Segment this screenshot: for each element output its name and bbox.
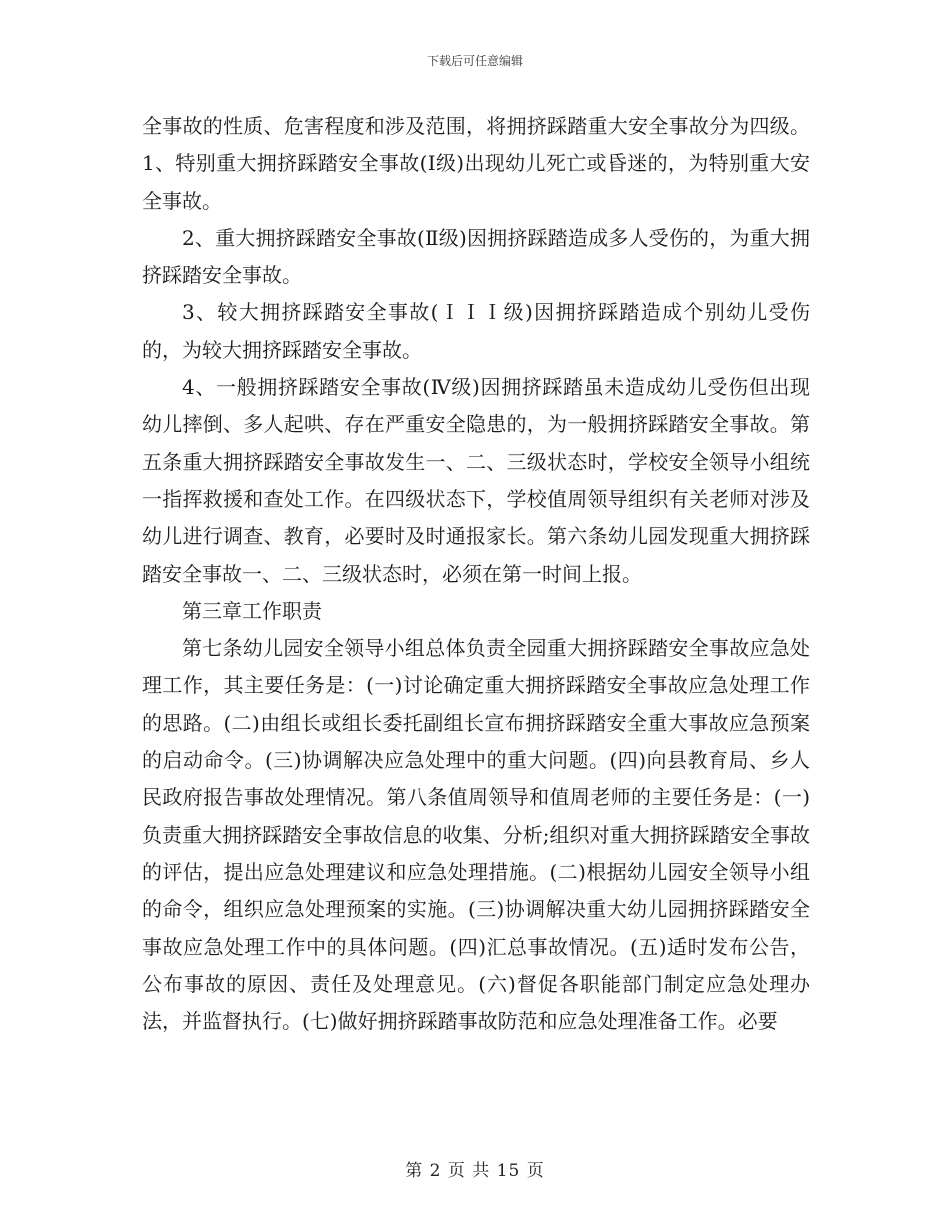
chapter-heading: 第三章工作职责 (182, 598, 322, 623)
paragraph-6: 第七条幼儿园安全领导小组总体负责全园重大拥挤踩踏安全事故应急处理工作，其主要任务是：(一)讨论确定重大拥挤踩踏安全事故应急处理工作的思路。(二)由组长或组长委托副组长宣布拥挤踩踏安全重大事故应急预案的启动命令。(三)协调解决应急处理中的重大问题。(四)向县教育局、乡人民政府报告事故处理情况。第八条值周领导和值周老师的主要任务是：(一)负责重大拥挤踩踏安全事故信息的收集、分析;组织对重大拥挤踩踏安全事故的评估，提出应急处理建议和应急处理措施。(二)根据幼儿园安全领导小组的命令，组织应急处理预案的实施。(三)协调解决重大幼儿园拥挤踩踏安全事故应急处理工作中的具体问题。(四)汇总事故情况。(五)适时发布公告，公布事故的原因、责任及处理意见。(六)督促各职能部门制定应急处理办法，并监督执行。(七)做好拥挤踩踏事故防范和应急处理准备工作。必要 (142, 636, 810, 1034)
page-header: 下载后可任意编辑 (426, 54, 523, 68)
page-footer: 第 2 页 共 15 页 (405, 1161, 545, 1181)
paragraph-2: 2、重大拥挤踩踏安全事故(Ⅱ级)因拥挤踩踏造成多人受伤的，为重大拥挤踩踏安全事故。 (142, 225, 810, 288)
paragraph-1: 全事故的性质、危害程度和涉及范围，将拥挤踩踏重大安全事故分为四级。1、特别重大拥挤踩踏安全事故(Ⅰ级)出现幼儿死亡或昏迷的，为特别重大安全事故。 (142, 114, 810, 213)
document-body (142, 108, 810, 1040)
paragraph-4: 4、一般拥挤踩踏安全事故(Ⅳ级)因拥挤踩踏虽未造成幼儿受伤但出现幼儿摔倒、多人起哄、存在严重安全隐患的，为一般拥挤踩踏安全事故。第五条重大拥挤踩踏安全事故发生一、二、三级状态时，学校安全领导小组统一指挥救援和查处工作。在四级状态下，学校值周领导组织有关老师对涉及幼儿进行调查、教育，必要时及时通报家长。第六条幼儿园发现重大拥挤踩踏安全事故一、二、三级状态时，必须在第一时间上报。 (142, 375, 810, 586)
paragraph-3: 3、较大拥挤踩踏安全事故(ＩＩＩ级)因拥挤踩踏造成个别幼儿受伤的，为较大拥挤踩踏安全事故。 (142, 300, 810, 362)
